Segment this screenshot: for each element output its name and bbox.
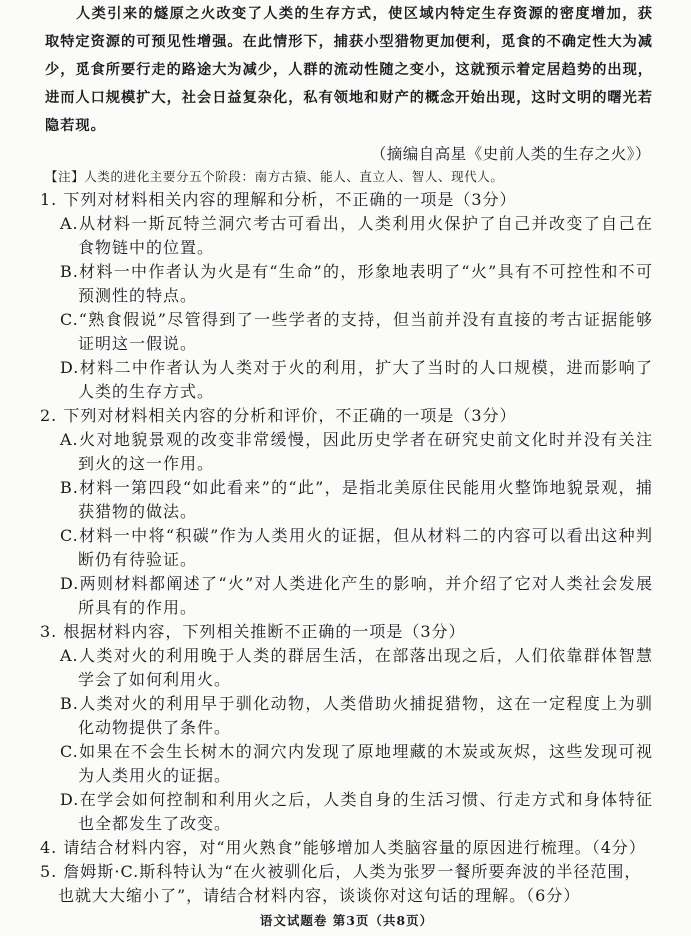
question-stem: 2. 下列对材料相关内容的分析和评价，不正确的一项是（3分）: [40, 406, 517, 425]
passage-paragraph: 人类引来的燧原之火改变了人类的生存方式，使区域内特定生存资源的密度增加，获取特定资源的可预见性增强。在此情形下，捕获小型猎物更加便利，觅食的不确定性大为减少，觅食所要行走的路途大为减少，人群的流动性随之变小，这就预示着定居趋势的出现，进而人口规模扩大，社会日益复杂化，私有领地和财产的概念开始出现，这时文明的曙光若隐若现。: [45, 6, 653, 134]
option-d: D.材料二中作者认为人类对于火的利用，扩大了当时的人口规模，进而影响了人类的生存方式。: [60, 358, 653, 401]
option-b: B.人类对火的利用早于驯化动物，人类借助火捕捉猎物，这在一定程度上为驯化动物提供了条件。: [60, 694, 653, 737]
option-d: D.在学会如何控制和利用火之后，人类自身的生活习惯、行走方式和身体特征也全都发生了改变。: [60, 790, 653, 833]
question-3: [40, 620, 653, 836]
question-stem: 1. 下列对材料相关内容的理解和分析，不正确的一项是（3分）: [40, 190, 517, 209]
question-1: [40, 188, 653, 404]
question-stem: 3. 根据材料内容，下列相关推断不正确的一项是（3分）: [40, 622, 466, 641]
question-stem: 5. 詹姆斯·C.斯科特认为“在火被驯化后，人类为张罗一餐所要奔波的半径范围，也就大大缩小了”，请结合材料内容，谈谈你对这句话的理解。（6分）: [40, 862, 642, 905]
option-a: A.人类对火的利用晚于人类的群居生活，在部落出现之后，人们依靠群体智慧学会了如何利用火。: [60, 646, 653, 689]
option-b: B.材料一中作者认为火是有“生命”的，形象地表明了“火”具有不可控性和不可预测性的特点。: [60, 262, 653, 305]
option-c: C.材料一中将“积碳”作为人类用火的证据，但从材料二的内容可以看出这种判断仍有待验证。: [60, 526, 653, 569]
passage-citation: （摘编自高星《史前人类的生存之火》）: [370, 145, 651, 163]
question-2: [40, 404, 653, 620]
passage-note: 【注】人类的进化主要分五个阶段：南方古猿、能人、直立人、智人、现代人。: [45, 169, 504, 184]
option-a: A.从材料一斯瓦特兰洞穴考古可看出，人类利用火保护了自己并改变了自己在食物链中的位置。: [60, 214, 653, 257]
option-a: A.火对地貌景观的改变非常缓慢，因此历史学者在研究史前文化时并没有关注到火的这一作用。: [60, 430, 653, 473]
option-c: C.如果在不会生长树木的洞穴内发现了原地埋藏的木炭或灰烬，这些发现可视为人类用火的证据。: [60, 742, 653, 785]
question-5: [40, 860, 653, 908]
page-footer: 语文试题卷 第3页（共8页）: [259, 913, 434, 928]
option-b: B.材料一第四段“如此看来”的“此”，是指北美原住民能用火整饰地貌景观，捕获猎物的做法。: [60, 478, 653, 521]
option-c: C.“熟食假说”尽管得到了一些学者的支持，但当前并没有直接的考古证据能够证明这一假说。: [60, 310, 653, 353]
option-d: D.两则材料都阐述了“火”对人类进化产生的影响，并介绍了它对人类社会发展所具有的作用。: [60, 574, 653, 617]
question-4: [40, 836, 653, 860]
question-stem: 4. 请结合材料内容，对“用火熟食”能够增加人类脑容量的原因进行梳理。（4分）: [40, 838, 646, 857]
